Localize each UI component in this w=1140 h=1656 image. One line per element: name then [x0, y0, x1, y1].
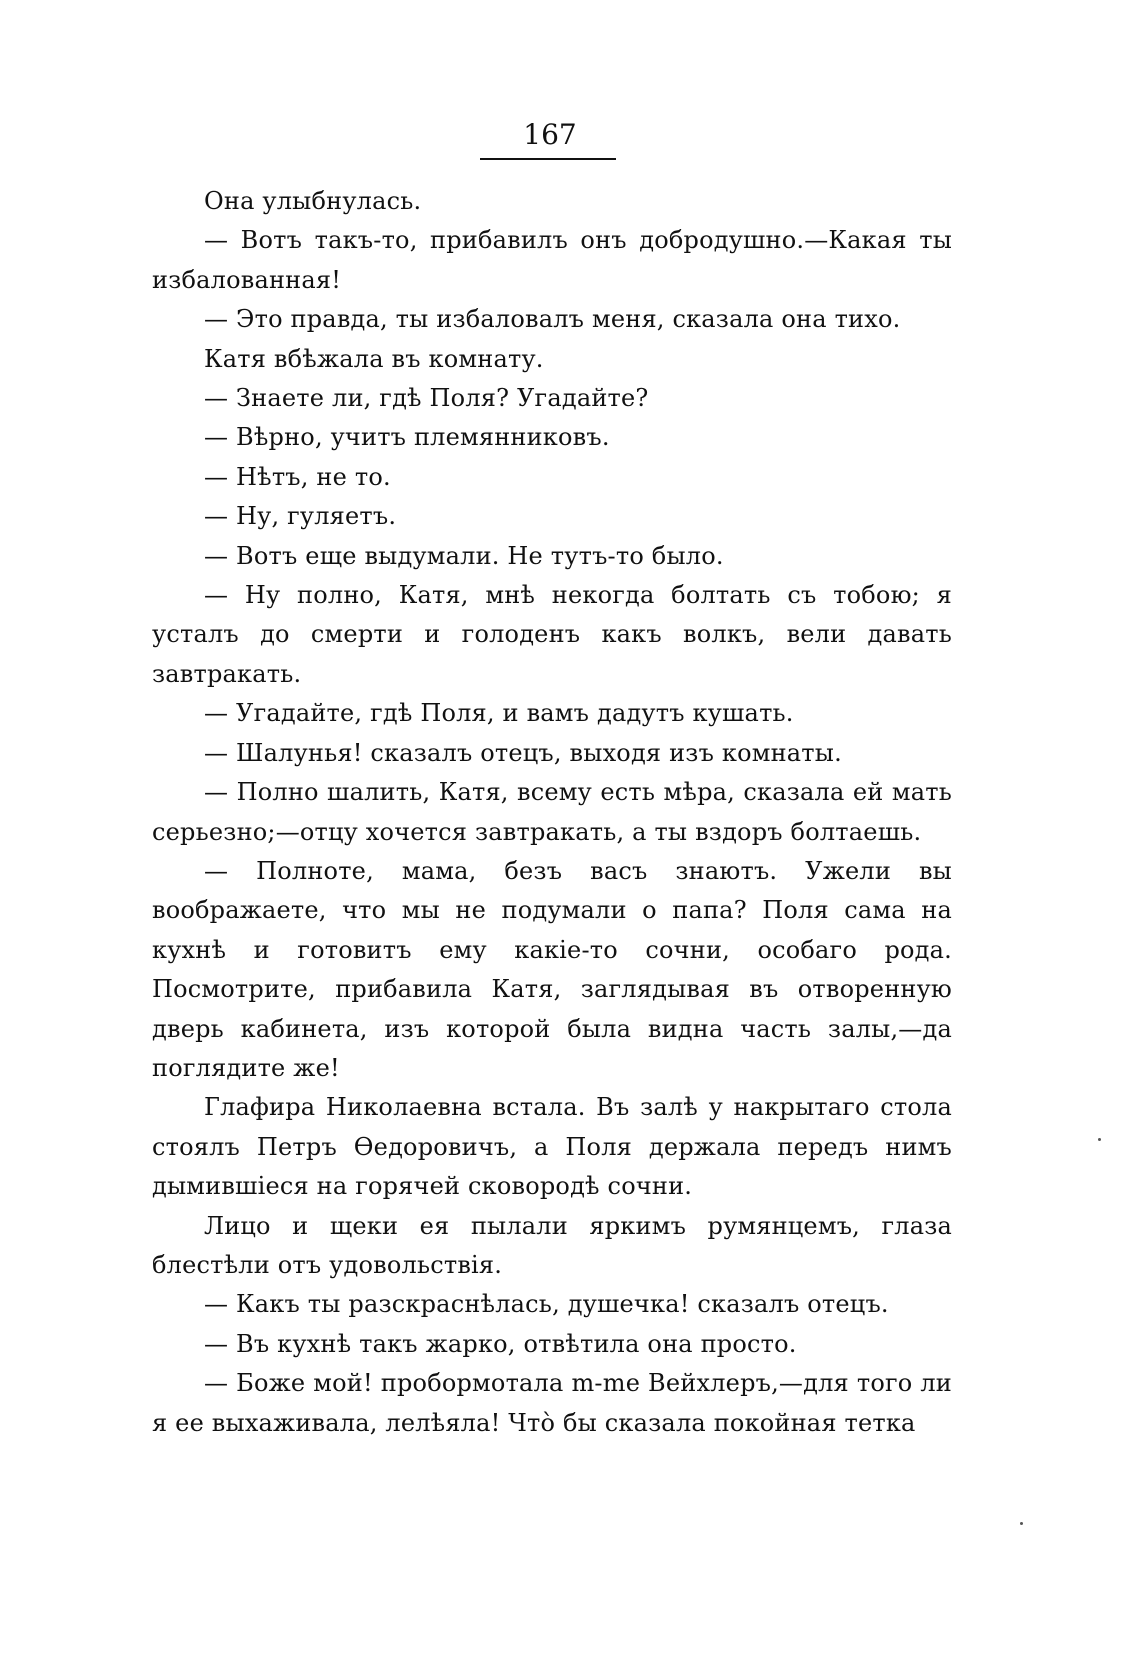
scan-speck — [1098, 1138, 1101, 1141]
paragraph: Глафира Николаевна встала. Въ залѣ у накрытаго стола стоялъ Петръ Өедоровичъ, а Поля держала передъ нимъ дымившіеся на горячей сковородѣ сочни. — [152, 1093, 952, 1201]
paragraph: Катя вбѣжала въ комнату. — [204, 344, 544, 373]
paragraph: — Шалунья! сказалъ отецъ, выходя изъ комнаты. — [204, 738, 842, 767]
paragraph: Она улыбнулась. — [204, 187, 422, 215]
paragraph: — Въ кухнѣ такъ жарко, отвѣтила она просто. — [204, 1329, 797, 1358]
header-rule — [480, 158, 616, 160]
paragraph: Лицо и щеки ея пылали яркимъ румянцемъ, глаза блестѣли отъ удовольствія. — [152, 1211, 952, 1279]
paragraph: — Угадайте, гдѣ Поля, и вамъ дадутъ кушать. — [204, 699, 794, 728]
paragraph: — Боже мой! пробормотала m-me Вейхлеръ,—для того ли я ее выхаживала, лелѣяла! Чтò бы сказала покойная тетка — [152, 1369, 952, 1437]
paragraph: — Вотъ еще выдумали. Не тутъ-то было. — [204, 541, 724, 570]
paragraph: — Ну, гуляетъ. — [204, 502, 397, 531]
paragraph: — Полноте, мама, безъ васъ знаютъ. Ужели вы воображаете, что мы не подумали о папа? Поля сама на кухнѣ и готовитъ ему какіе-то сочни, особаго рода. Посмотрите, прибавила Катя, заглядывая въ отворенную дверь кабинета, изъ которой была видна часть залы,—да поглядите же! — [152, 856, 952, 1082]
scan-speck — [1020, 1522, 1023, 1525]
paragraph: — Ну полно, Катя, мнѣ некогда болтать съ тобою; я усталъ до смерти и голоденъ какъ волкъ, вели давать завтракать. — [152, 581, 952, 688]
body-text — [152, 182, 952, 1443]
paragraph: — Это правда, ты избаловалъ меня, сказала она тихо. — [204, 305, 901, 334]
paragraph: — Знаете ли, гдѣ Поля? Угадайте? — [204, 384, 649, 413]
paragraph: — Полно шалить, Катя, всему есть мѣра, сказала ей мать серьезно;—отцу хочется завтракать, а ты вздоръ болтаешь. — [152, 778, 952, 846]
paragraph: — Нѣтъ, не то. — [204, 462, 391, 491]
page-number: 167 — [523, 118, 577, 151]
paragraph: — Вотъ такъ-то, прибавилъ онъ добродушно.—Какая ты избалованная! — [152, 226, 952, 294]
paragraph: — Вѣрно, учитъ племянниковъ. — [204, 423, 610, 452]
paragraph: — Какъ ты разскраснѣлась, душечка! сказалъ отецъ. — [204, 1290, 889, 1319]
